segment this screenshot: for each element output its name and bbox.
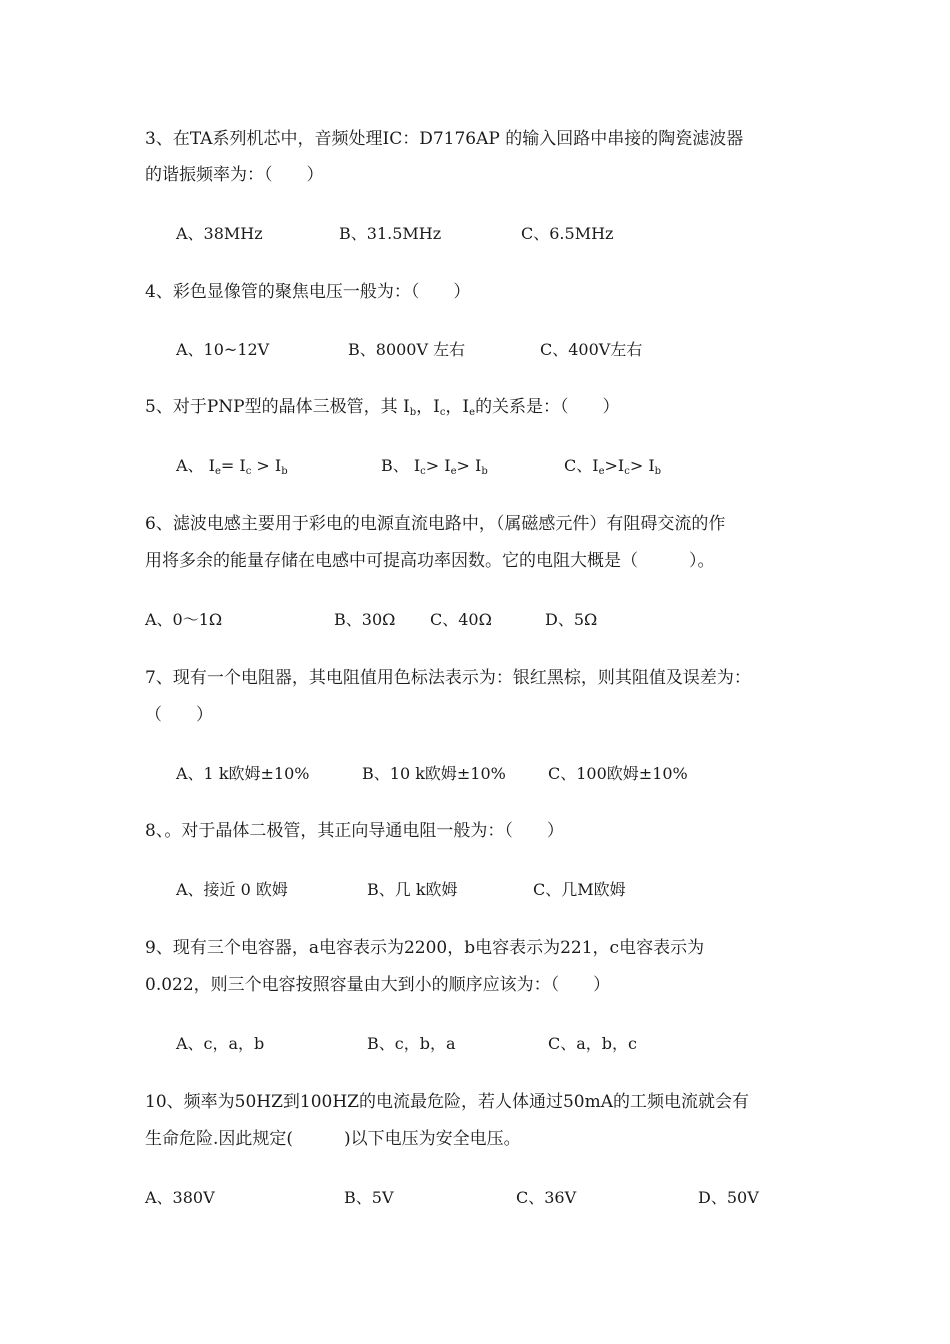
question-9-line-1: 9、现有三个电容器，a电容表示为2200，b电容表示为221，c电容表示为 (145, 938, 705, 958)
question-7-line-1: 7、现有一个电阻器，其电阻值用色标法表示为：银红黑棕，则其阻值及误差为： (145, 668, 751, 688)
question-9-option-b: B、c，b，a (367, 1034, 456, 1053)
question-8-option-b: B、几 k欧姆 (367, 880, 458, 899)
question-3-option-c: C、6.5MHz (521, 224, 614, 243)
question-10-option-c: C、36V (516, 1188, 577, 1207)
question-6-option-b: B、30Ω (334, 610, 396, 629)
question-10-option-d: D、50V (698, 1188, 759, 1207)
question-4-option-c: C、400V左右 (540, 340, 643, 359)
question-6-option-a: A、0～1Ω (145, 610, 223, 629)
question-7-option-a: A、1 k欧姆±10% (176, 764, 310, 783)
question-5-option-c: C、$I_e>I_c> I_b$ (564, 456, 662, 477)
question-6-line-2: 用将多余的能量存储在电感中可提高功率因数。它的电阻大概是（ ）。 (145, 551, 715, 571)
question-6-option-d: D、5Ω (545, 610, 598, 629)
question-9-line-2: 0.022，则三个电容按照容量由大到小的顺序应该为：（ ） (145, 975, 611, 995)
question-6-option-c: C、40Ω (430, 610, 492, 629)
question-8-option-c: C、几M欧姆 (533, 880, 626, 899)
question-9-option-c: C、a，b，c (548, 1034, 637, 1053)
question-10-line-2: 生命危险.因此规定( )以下电压为安全电压。 (145, 1129, 521, 1149)
question-7-option-b: B、10 k欧姆±10% (362, 764, 506, 783)
question-5-option-a: A、 $I_e= I_c > I_b$ (176, 456, 288, 477)
question-3-option-b: B、31.5MHz (339, 224, 442, 243)
question-7-option-c: C、100欧姆±10% (548, 764, 688, 783)
question-10-option-a: A、380V (145, 1188, 215, 1207)
question-7-line-2: （ ） (145, 705, 213, 725)
question-9-option-a: A、c，a，b (176, 1034, 265, 1053)
question-4-line-1: 4、彩色显像管的聚焦电压一般为：（ ） (145, 282, 471, 302)
question-8-line-1: 8、。对于晶体二极管，其正向导通电阻一般为：（ ） (145, 821, 564, 841)
question-5-option-b: B、 $I_c> I_e> I_b$ (381, 456, 488, 477)
question-10-line-1: 10、频率为50HZ到100HZ的电流最危险，若人体通过50mA的工频电流就会有 (145, 1092, 750, 1112)
question-3-option-a: A、38MHz (176, 224, 263, 243)
question-8-option-a: A、接近 0 欧姆 (176, 880, 288, 899)
question-4-option-b: B、8000V 左右 (348, 340, 466, 359)
question-5-line-1: 5、对于PNP型的晶体三极管，其 $I_b$，$I_c$，$I_e$的关系是：（ ） (145, 397, 620, 418)
question-3-line-2: 的谐振频率为：（ ） (145, 165, 324, 185)
question-10-option-b: B、5V (344, 1188, 394, 1207)
question-3-line-1: 3、在TA系列机芯中，音频处理IC：D7176AP 的输入回路中串接的陶瓷滤波器 (145, 129, 744, 149)
question-6-line-1: 6、滤波电感主要用于彩电的电源直流电路中，（属磁感元件）有阻碍交流的作 (145, 514, 726, 534)
question-4-option-a: A、10~12V (176, 340, 270, 359)
